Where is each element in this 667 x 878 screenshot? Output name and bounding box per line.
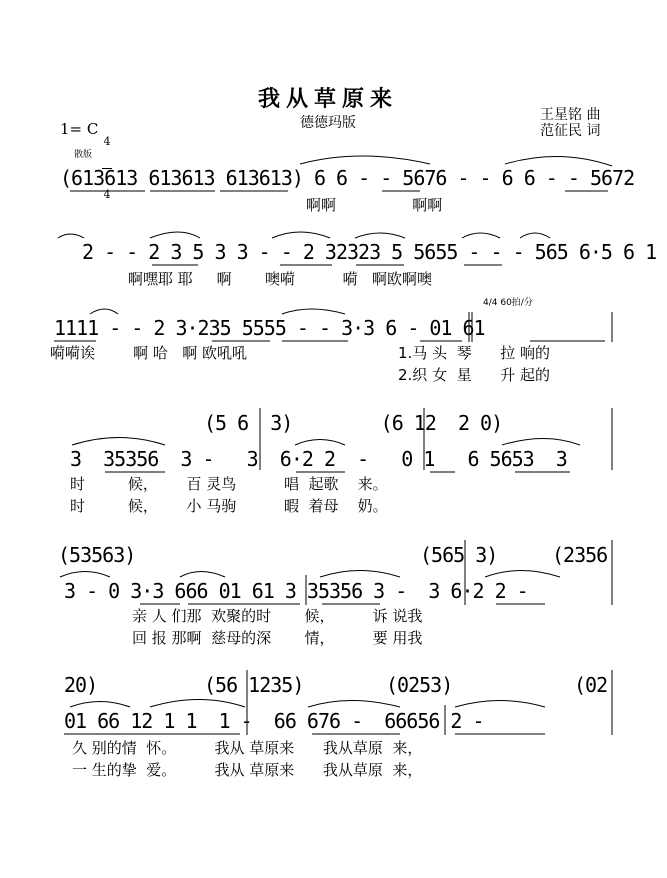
score-line-5-notes: 3 - 0 3·3 666 01 61 3 35356 3 - 3 6·2 2 -: [64, 579, 528, 603]
score-line-5-intro-right: (2356: [552, 543, 608, 567]
score-line-4-verse-2: 时 候， 小 马驹 暇 着母 奶。: [70, 497, 388, 515]
beam-underlines: [54, 188, 608, 734]
version-subtitle: 德德玛版: [300, 115, 356, 131]
slur: [485, 571, 560, 578]
slur: [282, 309, 345, 314]
score-line-3-notes: 1111 - - 2 3·235 5555 - - 3·3 6 - 01 61: [54, 316, 485, 340]
score-line-6-intro-mid: (56 1235): [204, 673, 304, 697]
score-line-1-lyrics: 啊啊 啊啊: [306, 196, 443, 214]
slur: [70, 702, 130, 708]
slur: [150, 700, 245, 708]
slur: [308, 701, 400, 708]
slur: [90, 309, 118, 314]
score-line-3-verse-2: 2.织 女 星 升 起的: [398, 366, 550, 384]
score-line-6-intro-mid2: (0253): [386, 673, 453, 697]
score-line-5-intro-mid: (565 3): [420, 543, 498, 567]
slur: [320, 571, 400, 578]
slur: [60, 572, 110, 578]
score-line-5-intro-left: (53563): [58, 543, 136, 567]
score-line-6-intro-right: (02: [574, 673, 608, 697]
slurs: [58, 156, 612, 707]
slur: [58, 234, 84, 238]
score-line-6-verse-1: 久 别的情 怀。 我从 草原来 我从草原 来，: [72, 739, 423, 757]
score-line-5-verse-2: 回 报 那啊 慈母的深 情， 要 用我: [132, 629, 423, 647]
free-tempo-mark: 散版: [74, 150, 93, 160]
score-line-4-verse-1: 时 候， 百 灵鸟 唱 起歌 来。: [70, 475, 388, 493]
slur: [180, 572, 225, 578]
slur: [462, 233, 500, 238]
score-line-2-notes: 2 - - 2 3 5 3 3 - - 2 32323 5 5655 - - - 565 6·5 6 1: [82, 240, 657, 264]
slur: [150, 232, 200, 238]
score-line-6-intro-left: 20): [64, 673, 98, 697]
slur: [272, 232, 330, 238]
slur: [502, 439, 580, 446]
score-line-3-verse-1: 1.马 头 琴 拉 响的: [398, 344, 550, 362]
song-title: 我从草原来: [258, 86, 399, 112]
key-signature: 1= C: [60, 120, 99, 138]
tempo-mark: 4/4 60拍/分: [483, 298, 533, 308]
score-line-6-verse-2: 一 生的挚 爱。 我从 草原来 我从草原 来，: [72, 761, 423, 779]
lyricist-credit: 范征民 词: [540, 123, 601, 139]
slur: [72, 438, 165, 446]
composer-credit: 王星铭 曲: [540, 107, 601, 123]
slur: [520, 233, 550, 238]
score-line-5-verse-1: 亲 人 们那 欢聚的时 候， 诉 说我: [132, 607, 423, 625]
slur: [295, 440, 345, 446]
score-line-6-notes: 01 66 12 1 1 1 - 66 676 - 66656 2 -: [64, 709, 484, 733]
score-line-1-notes: (613613 613613 613613) 6 6 - - 5676 - - 6 6 - - 5672: [60, 166, 635, 190]
barlines: [247, 312, 612, 735]
slur: [455, 701, 545, 708]
score-line-2-lyrics: 啊嘿耶 耶 啊 噢嗬 嗬 啊欧啊噢: [128, 270, 432, 288]
score-line-3-lyrics: 嗬嗬诶 啊 哈 啊 欧吼吼: [50, 344, 247, 362]
slur: [355, 233, 405, 238]
score-line-4-notes: 3 35356 3 - 3 6·2 2 - 0 1 6 5653 3: [70, 447, 567, 471]
slur: [505, 156, 612, 166]
score-line-4-intro: (5 6 3) (6 12 2 0): [204, 411, 503, 435]
slur: [300, 156, 430, 164]
time-signature-bottom: 4: [103, 188, 111, 201]
time-signature-top: 4: [103, 135, 111, 148]
